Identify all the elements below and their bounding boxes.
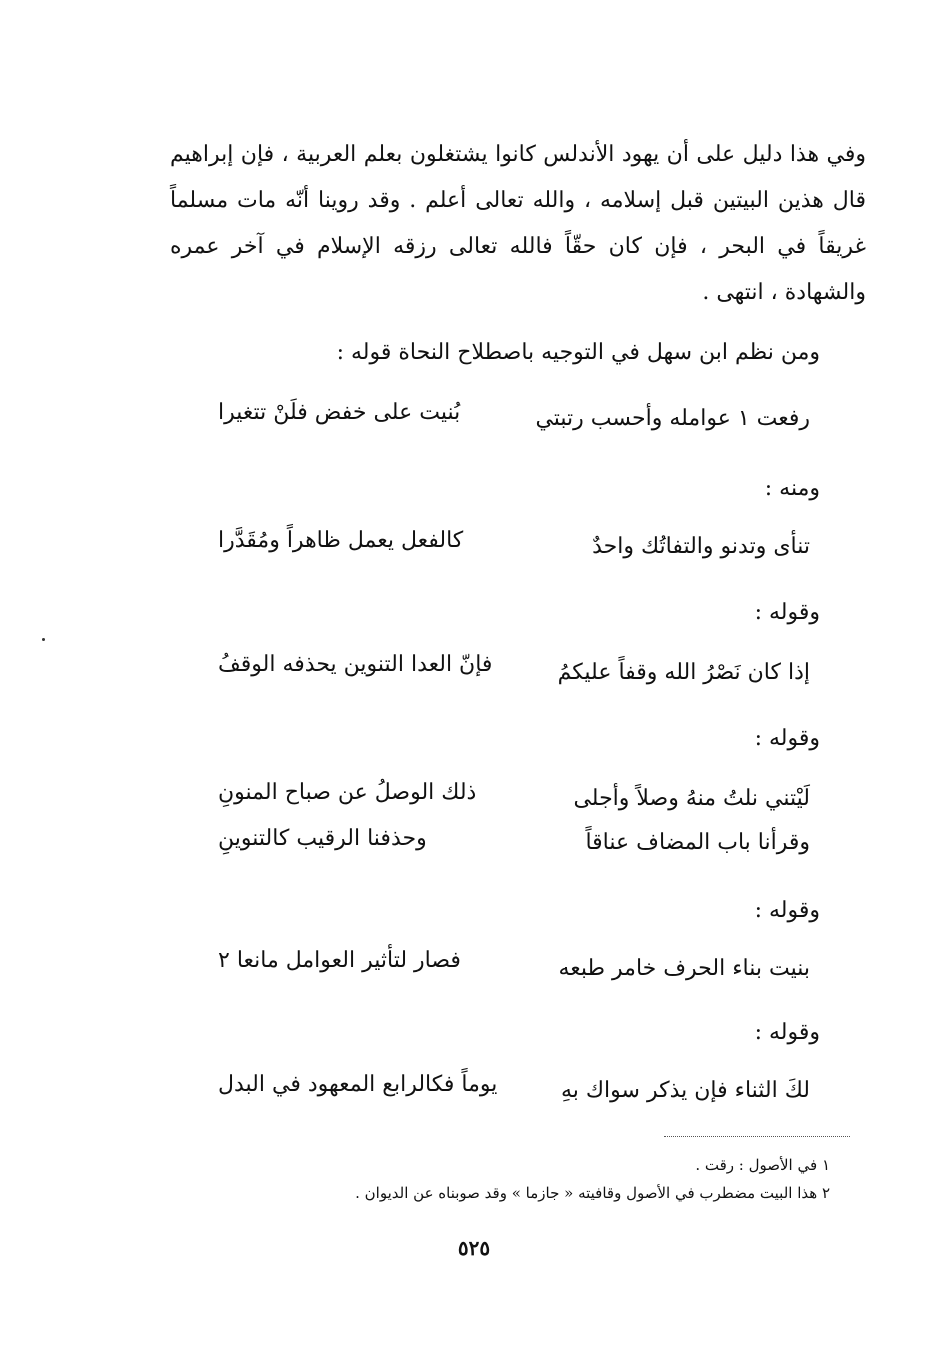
label-minhu: ومنه :	[764, 476, 820, 501]
verse-4-second-hemistich: ذلك الوصلُ عن صباح المنونِ	[218, 780, 477, 805]
verse-3-first-hemistich: إذا كان نَصْرُ الله وقفاً عليكمُ	[557, 660, 810, 685]
verse-3-second-hemistich: فإنّ العدا التنوين يحذفه الوقفُ	[218, 652, 493, 677]
footnote-separator	[664, 1136, 850, 1137]
label-qawluhu: وقوله :	[754, 600, 820, 625]
page-number: ٥٢٥	[457, 1236, 491, 1260]
verse-7-first-hemistich: لكَ الثناء فإن يذكر سواك بهِ	[561, 1078, 810, 1103]
label-qawluhu: وقوله :	[754, 1020, 820, 1045]
intro-line: ومن نظم ابن سهل في التوجيه باصطلاح النحاة قوله :	[336, 340, 820, 365]
label-qawluhu: وقوله :	[754, 898, 820, 923]
scan-speck	[42, 638, 45, 641]
label-qawluhu: وقوله :	[754, 726, 820, 751]
verse-6-first-hemistich: بنيت بناء الحرف خامر طبعه	[558, 956, 810, 981]
verse-7-second-hemistich: يوماً فكالرابع المعهود في البدل	[218, 1072, 498, 1097]
footnote-1: ١ في الأصول : رقت .	[695, 1156, 830, 1174]
verse-5-second-hemistich: وحذفنا الرقيب كالتنوينِ	[218, 826, 427, 851]
verse-4-first-hemistich: لَيْتني نلتُ منهُ وصلاً وأجلى	[573, 786, 810, 811]
verse-1-first-hemistich: رفعت ١ عوامله وأحسب رتبتي	[535, 406, 810, 431]
verse-2-second-hemistich: كالفعل يعمل ظاهراً ومُقَدَّرا	[218, 528, 464, 553]
verse-1-second-hemistich: بُنيت على خفض فلَنْ تتغيرا	[218, 400, 461, 425]
verse-5-first-hemistich: وقرأنا باب المضاف عناقاً	[585, 830, 810, 855]
body-paragraph: وفي هذا دليل على أن يهود الأندلس كانوا يشتغلون بعلم العربية ، فإن إبراهيم قال هذين البيتين قبل إسلامه ، والله تعالى أعلم . وقد روينا أنّه مات مسلماً غريقاً في البحر ، فإن كان حقّاً فالله تعالى رزقه الإسلام في آخر عمره والشهادة ، انتهى .	[170, 142, 866, 305]
verse-6-second-hemistich: فصار لتأثير العوامل مانعا ٢	[218, 948, 461, 973]
verse-2-first-hemistich: تنأى وتدنو والتفاتُك واحدٌ	[592, 534, 810, 559]
footnote-2: ٢ هذا البيت مضطرب في الأصول وقافيته « جازما » وقد صوبناه عن الديوان .	[355, 1184, 830, 1202]
